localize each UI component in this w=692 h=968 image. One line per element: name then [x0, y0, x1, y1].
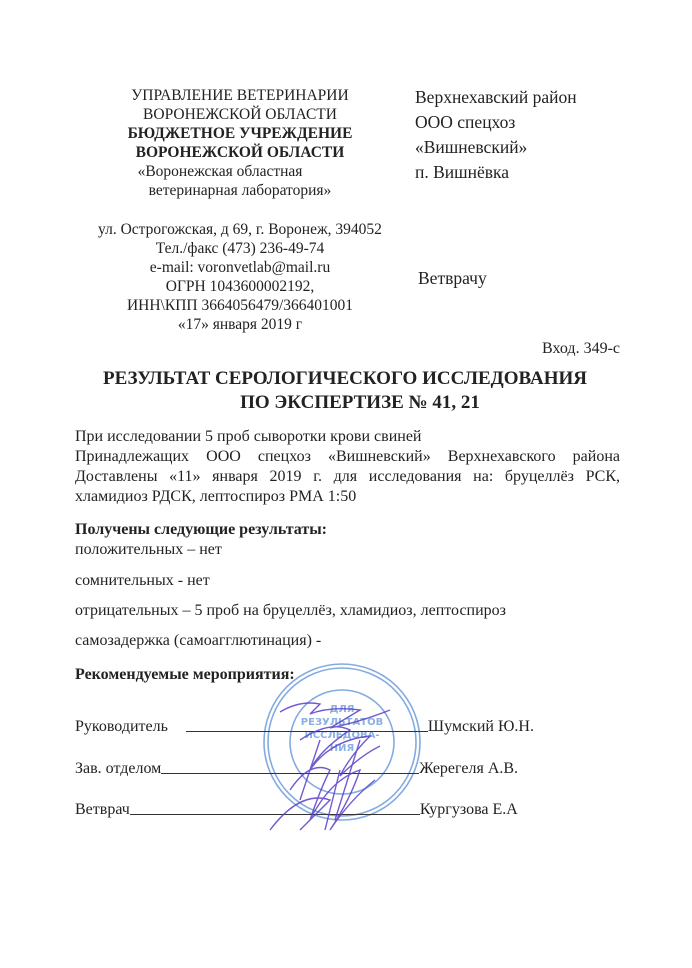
address-line: Тел./факс (473) 236-49-74: [155, 240, 325, 257]
document-subtitle: ПО ЭКСПЕРТИЗЕ № 41, 21: [240, 392, 480, 413]
sender-line: ВОРОНЕЖСКОЙ ОБЛАСТИ: [143, 106, 337, 123]
sender-line: ветеринарная лаборатория»: [148, 182, 332, 199]
intro-line: При исследовании 5 проб сыворотки крови свиней: [75, 428, 422, 445]
intro-line: Доставлены «11» января 2019 г. для исследования на: бруцеллёз РСК,: [75, 468, 620, 485]
signature-role: Ветврач: [75, 801, 130, 818]
intro-line: Принадлежащих ООО спецхоз «Вишневский» Верхнехавского района: [75, 448, 620, 465]
recipient-line: п. Вишнёвка: [415, 162, 510, 182]
signature-name: Жерегеля А.В.: [419, 760, 519, 777]
svg-text:РЕЗУЛЬТАТОВ: РЕЗУЛЬТАТОВ: [300, 717, 384, 728]
results-heading: Получены следующие результаты:: [75, 521, 328, 538]
date-line: «17» января 2019 г: [177, 316, 303, 333]
sender-line: УПРАВЛЕНИЕ ВЕТЕРИНАРИИ: [131, 87, 349, 104]
svg-text:ИССЛЕДОВА-: ИССЛЕДОВА-: [304, 730, 380, 741]
signature-role: Руководитель: [75, 718, 168, 735]
svg-text:НИЯ: НИЯ: [329, 743, 355, 754]
svg-text:ДЛЯ: ДЛЯ: [329, 704, 355, 715]
sender-line: «Воронежская областная: [137, 163, 303, 180]
recipient-line: «Вишневский»: [415, 137, 528, 157]
signature-name: Кургузова Е.А: [419, 801, 518, 818]
sender-line: БЮДЖЕТНОЕ УЧРЕЖДЕНИЕ: [127, 125, 353, 142]
recommend-heading: Рекомендуемые мероприятия:: [75, 666, 295, 683]
recipient-line: ООО спецхоз: [415, 112, 516, 132]
incoming-number: Вход. 349-с: [542, 340, 620, 357]
result-self-agglutination: самозадержка (самоагглютинация) -: [75, 632, 322, 649]
address-line: ИНН\КПП 3664056479/366401001: [126, 297, 354, 314]
result-positive: положительных – нет: [75, 541, 222, 558]
document-title: РЕЗУЛЬТАТ СЕРОЛОГИЧЕСКОГО ИССЛЕДОВАНИЯ: [103, 368, 587, 389]
intro-line: хламидиоз РДСК, лептоспироз РМА 1:50: [75, 488, 357, 505]
recipient-line: Верхнехавский район: [415, 87, 577, 107]
address-line: ОГРН 1043600002192,: [165, 278, 315, 295]
signature-role: Зав. отделом: [75, 760, 162, 777]
result-negative: отрицательных – 5 проб на бруцеллёз, хламидиоз, лептоспироз: [75, 602, 506, 619]
result-doubtful: сомнительных - нет: [75, 572, 210, 589]
recipient-title: Ветврачу: [418, 268, 487, 288]
address-line: ул. Острогожская, д 69, г. Воронеж, 394052: [98, 221, 382, 238]
signature-name: Шумский Ю.Н.: [427, 718, 534, 735]
address-line: e-mail: voronvetlab@mail.ru: [149, 259, 331, 276]
sender-line: ВОРОНЕЖСКОЙ ОБЛАСТИ: [135, 144, 345, 161]
